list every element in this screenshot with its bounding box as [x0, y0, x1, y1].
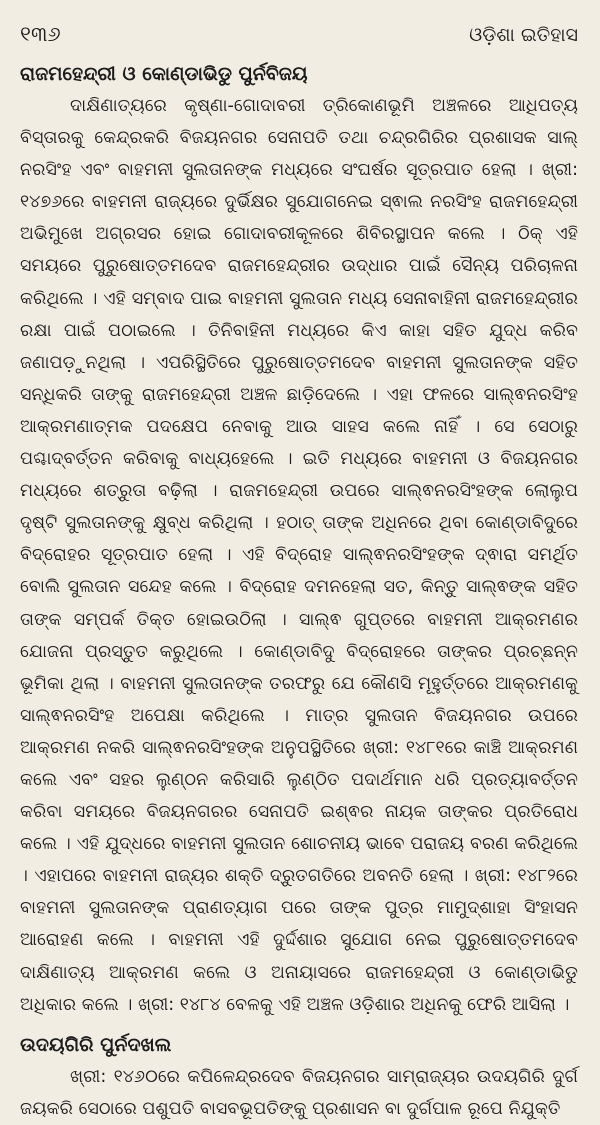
- section-title: ଉଦୟଗିରି ପୁର୍ନଦଖଲ: [20, 1033, 172, 1056]
- section-title: ରାଜମହେନ୍ଦ୍ରୀ ଓ କୋଣ୍ଡାଭିଡୁ ପୁର୍ନବିଜୟ: [20, 63, 308, 85]
- body-paragraph: ଦାକ୍ଷିଣାତ୍ୟରେ କୃଷ୍ଣା-ଗୋଦାବରୀ ତ୍ରିକୋଣଭୂମି ଅଞ୍ଚଳରେ ଆଧିପତ୍ୟ ବିସ୍ତାରକୁ କେନ୍ଦ୍ରକରି ବିଜୟନଗର ସେନାପତି ତଥା ଚନ୍ଦ୍ରଗିରିର ପ୍ରଶାସକ ସାଲ୍ ନରସିଂହ ଏବଂ ବାହମନୀ ସୁଲତାନଙ୍କ ମଧ୍ୟରେ ସଂଘର୍ଷର ସୂତ୍ରପାତ ହେଲା । ଖ୍ରୀ: ୧୪୭୬ରେ ବାହମନୀ ରାଜ୍ୟରେ ଦୁର୍ଭିକ୍ଷର ସୁଯୋଗନେଇ ସ୍ଵାଲ ନରସିଂହ ରାଜମହେନ୍ଦ୍ରୀ ଅଭିମୁଖେ ଅଗ୍ରସର ହୋଇ ଗୋଦାବରୀକୂଳରେ ଶିବିରସ୍ଥାପନ କଲେ । ଠିକ୍ ଏହି ସମୟରେ ପୁରୁଷୋତ୍ତମଦେବ ରାଜମହେନ୍ଦ୍ରୀର ଉଦ୍ଧାର ପାଇଁ ସୈନ୍ୟ ପରିଚାଳନା କରିଥିଲେ । ଏହି ସମ୍ବାଦ ପାଇ ବାହମନୀ ସୁଲତାନ ମଧ୍ୟ ସେନାବାହିନୀ ରାଜମହେନ୍ଦ୍ରୀର ରକ୍ଷା ପାଇଁ ପଠାଇଲେ । ତିନିବାହିନୀ ମଧ୍ୟରେ କିଏ କାହା ସହିତ ଯୁଦ୍ଧ କରିବ ଜଣାପଡ଼ୁନଥିଲା । ଏପରିସ୍ଥିତିରେ ପୁରୁଷୋତ୍ତମଦେବ ବାହମନୀ ସୁଲତାନଙ୍କ ସହିତ ସନ୍ଧିକରି ତାଙ୍କୁ ରାଜମହେନ୍ଦ୍ରୀ ଅଞ୍ଚଳ ଛାଡ଼ିଦେଲେ । ଏହା ଫଳରେ ସାଲ୍ଵନରସିଂହ ଆକ୍ରମଣାତ୍ମକ ପଦକ୍ଷେପ ନେବାକୁ ଆଉ ସାହସ କଲେ ନାହିଁ । ସେ ସେଠାରୁ ପଶ୍ଚାଦ୍‌ବର୍ତ୍ତନ କରିବାକୁ ବାଧ୍ୟହେଲେ । ଇତି ମଧ୍ୟରେ ବାହମନୀ ଓ ବିଜୟନଗର ମଧ୍ୟରେ ଶତ୍ରୁତା ବଢ଼ିଲା । ରାଜମହେନ୍ଦ୍ରୀ ଉପରେ ସାଲ୍ଵନରସିଂହଙ୍କ ଲୋଲୁପ ଦୃଷ୍ଟି ସୁଲତାନଙ୍କୁ କ୍ଷୁବ୍ଧ କରିଥିଲା । ହଠାତ୍ ତାଙ୍କ ଅଧିନରେ ଥିବା କୋଣ୍ଡାବିଦୁରେ ବିଦ୍ରୋହର ସୂତ୍ରପାତ ହେଲା । ଏହି ବିଦ୍ରୋହ ସାଲ୍ଵନରସିଂହଙ୍କ ଦ୍ଵାରା ସମର୍ଥିତ ବୋଲି ସୁଲତାନ ସନ୍ଦେହ କଲେ । ବିଦ୍ରୋହ ଦମନହେଲା ସତ, କିନ୍ତୁ ସାଲ୍ଵଙ୍କ ସହିତ ତାଙ୍କ ସମ୍ପର୍କ ତିକ୍ତ ହୋଇଉଠିଲା । ସାଲ୍ଵ ଗୁପ୍ତରେ ବାହମନୀ ଆକ୍ରମଣର ଯୋଜନା ପ୍ରସ୍ତୁତ କରୁଥିଲେ । କୋଣ୍ଡାବିଦୁ ବିଦ୍ରୋହରେ ତାଙ୍କର ପ୍ରଚ୍ଛନ୍ନ ଭୂମିକା ଥିଲା । ବାହମନୀ ସୁଲତାନଙ୍କ ତରଫରୁ ଯେ କୌଣସି ମୂହୁର୍ତ୍ତରେ ଆକ୍ରମଣକୁ ସାଲ୍ଵନରସିଂହ ଅପେକ୍ଷା କରିଥିଲେ । ମାତ୍ର ସୁଲତାନ ବିଜୟନଗର ଉପରେ ଆକ୍ରମଣ ନକରି ସାଲ୍ଵନରସିଂହଙ୍କ ଅନୁପସ୍ଥିତିରେ ଖ୍ରୀ: ୧୪୮୧ରେ କାଞ୍ଚି ଆକ୍ରମଣ କଲେ ଏବଂ ସହର ଲୁଣ୍ଠନ କରିସାରି ଲୁଣ୍ଠିତ ପଦାର୍ଥମାନ ଧରି ପ୍ରତ୍ୟାବର୍ତ୍ତନ କରିବା ସମୟରେ ବିଜୟନଗରର ସେନାପତି ଇଶ୍ଵର ନାୟକ ତାଙ୍କର ପ୍ରତିରୋଧ କଲେ । ଏହି ଯୁଦ୍ଧରେ ବାହମନୀ ସୁଲତାନ ଶୋଚନୀୟ ଭାବେ ପରାଜୟ ବରଣ କରିଥିଲେ । ଏହାପରେ ବାହମନୀ ରାଜ୍ୟର ଶକ୍ତି ଦ୍ରୁତଗତିରେ ଅବନତି ହେଲା । ଖ୍ରୀ: ୧୪୮୨ରେ ବାହମନୀ ସୁଲତାନଙ୍କ ପ୍ରାଣତ୍ୟାଗ ପରେ ତାଙ୍କ ପୁତ୍ର ମାମୁଦ୍‌ଶାହା ସିଂହାସନ ଆରୋହଣ କଲେ । ବାହମନୀ ଏହି ଦୁର୍ଦ୍ଦଶାର ସୁଯୋଗ ନେଇ ପୁରୁଷୋତ୍ତମଦେବ ଦାକ୍ଷିଣାତ୍ୟ ଆକ୍ରମଣ କଲେ ଓ ଅନାୟାସରେ ରାଜମହେନ୍ଦ୍ରୀ ଓ କୋଣ୍ଡାଭିଡୁ ଅଧିକାର କଲେ । ଖ୍ରୀ: ୧୪୮୪ ବେଳକୁ ଏହି ଅଞ୍ଚଳ ଓଡ଼ିଶାର ଅଧିନକୁ ଫେରି ଆସିଲା ।: [20, 96, 578, 1015]
- page-number: ୧୩୬: [20, 22, 61, 46]
- running-title: ଓଡ଼ିଶା ଇତିହାସ: [469, 24, 578, 46]
- page-header: [20, 22, 578, 58]
- body-paragraph: ଖ୍ରୀ: ୧୪୬୦ରେ କପିଳେନ୍ଦ୍ରଦେବ ବିଜୟନଗର ସାମ୍ରାଜ୍ୟର ଉଦୟଗିରି ଦୁର୍ଗ ଜୟକରି ସେଠାରେ ପଶୁପତି ବାସବଭୂପତିଙ୍କୁ ପ୍ରଶାସନ ବା ଦୁର୍ଗପାଳ ରୂପେ ନିଯୁକ୍ତି: [20, 1066, 578, 1119]
